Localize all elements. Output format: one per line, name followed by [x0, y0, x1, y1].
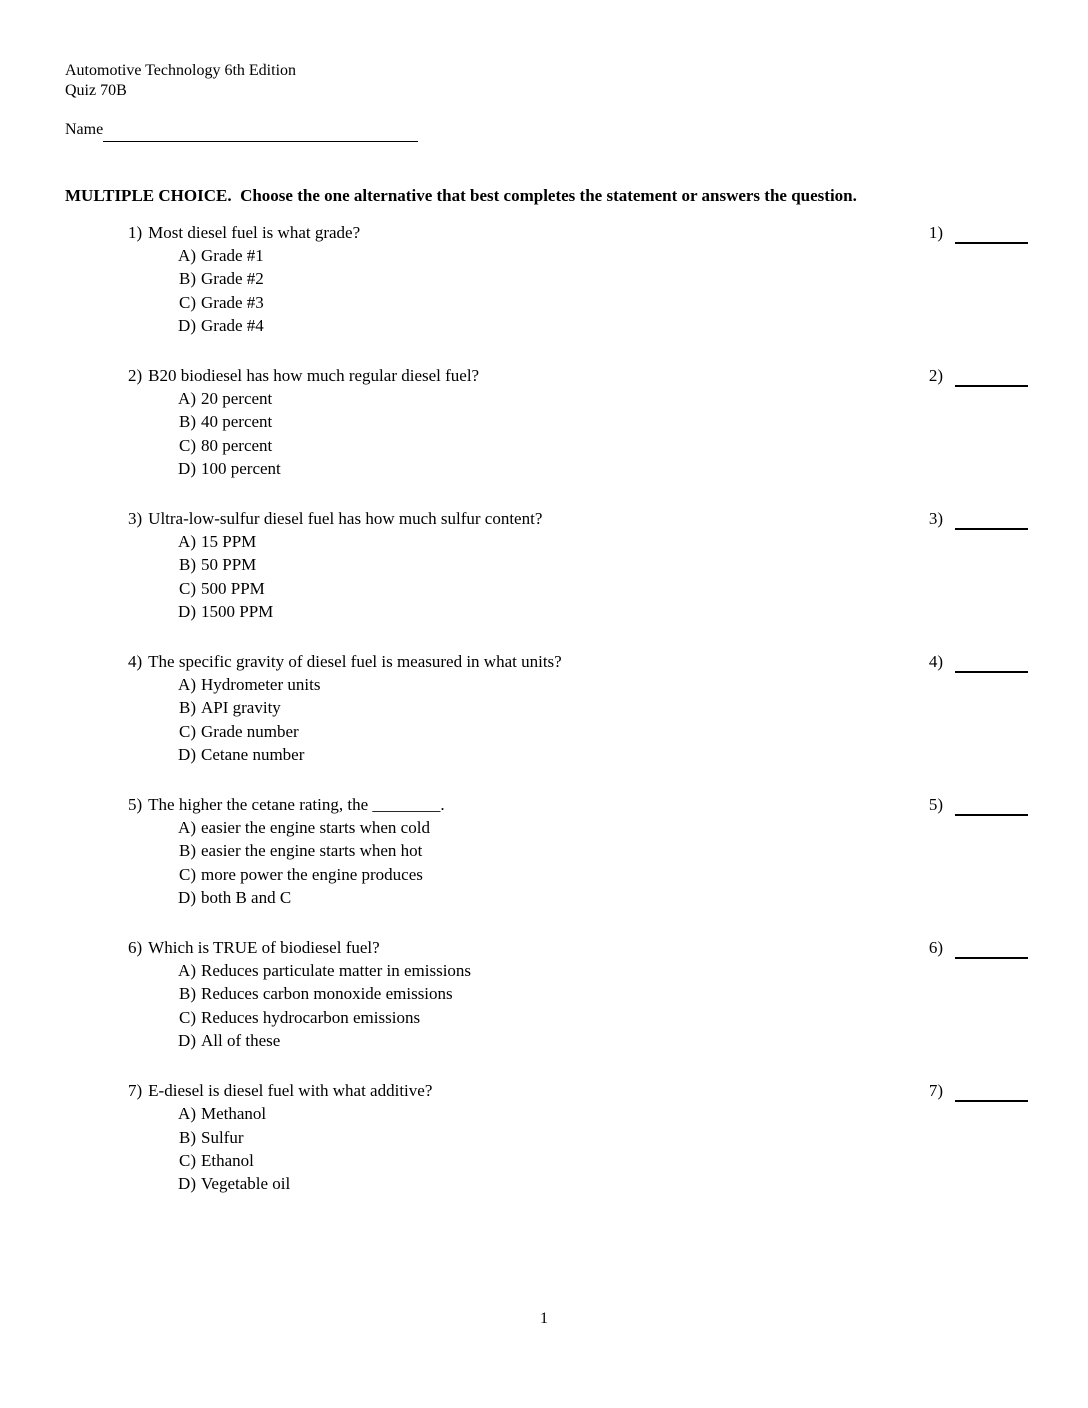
- options-list: [128, 816, 1028, 909]
- option-row: [172, 387, 1028, 410]
- question-line: [128, 650, 1028, 673]
- question-text: Ultra-low-sulfur diesel fuel has how much sulfur content?: [148, 509, 543, 529]
- document-header: [65, 61, 296, 101]
- question-number: 5): [128, 795, 143, 815]
- question-line: [128, 936, 1028, 959]
- option-row: [172, 696, 1028, 719]
- option-text: All of these: [201, 1030, 281, 1050]
- answer-number: 6): [928, 938, 943, 958]
- question-stem: [128, 1079, 452, 1102]
- option-text: Ethanol: [201, 1150, 254, 1170]
- question-number: 3): [128, 509, 143, 529]
- option-row: [172, 1006, 1028, 1029]
- question-line: [128, 1079, 1028, 1102]
- option-row: [172, 530, 1028, 553]
- answer-slot: [929, 1079, 1028, 1102]
- answer-number: 1): [928, 223, 943, 242]
- option-letter: B): [179, 984, 196, 1004]
- option-letter: D): [178, 1030, 196, 1050]
- question-number: 2): [128, 366, 143, 386]
- option-row: [172, 577, 1028, 600]
- question-line: [128, 793, 1028, 816]
- option-row: [172, 457, 1028, 480]
- option-letter: C): [179, 721, 196, 741]
- answer-number: 4): [928, 652, 943, 672]
- name-field-row: [65, 121, 418, 142]
- question-row: [128, 507, 1028, 623]
- option-text: Reduces carbon monoxide emissions: [201, 984, 453, 1004]
- question-row: [128, 936, 1028, 1052]
- question-number: 4): [128, 652, 143, 672]
- question-text: The higher the cetane rating, the ________.: [148, 795, 445, 815]
- option-letter: D): [178, 744, 196, 764]
- question-line: [128, 507, 1028, 530]
- question-row: [128, 793, 1028, 909]
- answer-slot: [929, 507, 1028, 530]
- answer-slot: [929, 364, 1028, 387]
- option-row: [172, 886, 1028, 909]
- option-text: Grade number: [201, 721, 299, 741]
- option-text: Methanol: [201, 1104, 267, 1124]
- option-row: [172, 600, 1028, 623]
- answer-blank-line: [955, 1079, 1028, 1102]
- option-letter: B): [179, 698, 196, 718]
- options-list: [128, 673, 1028, 766]
- option-letter: C): [179, 1150, 196, 1170]
- option-text: both B and C: [201, 887, 292, 907]
- option-letter: A): [178, 961, 196, 981]
- options-list: [128, 244, 1028, 337]
- option-text: 80 percent: [201, 435, 273, 455]
- option-letter: D): [178, 887, 196, 907]
- name-blank-line: [103, 121, 418, 142]
- option-letter: A): [178, 389, 196, 409]
- option-row: [172, 982, 1028, 1005]
- questions-list: [128, 221, 1028, 1222]
- question-text: E-diesel is diesel fuel with what additive?: [148, 1081, 433, 1101]
- option-row: [172, 1029, 1028, 1052]
- answer-slot: [929, 793, 1028, 816]
- page-number: 1: [540, 1310, 548, 1327]
- name-label: Name: [65, 121, 104, 138]
- option-row: [172, 720, 1028, 743]
- option-letter: D): [178, 458, 196, 478]
- question-stem: [128, 507, 562, 530]
- answer-blank-line: [955, 793, 1028, 816]
- option-row: [172, 1149, 1028, 1172]
- option-letter: B): [179, 269, 196, 289]
- question-line: [128, 364, 1028, 387]
- option-text: Sulfur: [201, 1127, 244, 1147]
- option-letter: A): [178, 246, 196, 266]
- option-text: 15 PPM: [201, 532, 257, 552]
- answer-blank-line: [955, 507, 1028, 530]
- answer-number: 7): [928, 1081, 943, 1101]
- option-row: [172, 434, 1028, 457]
- option-text: Grade #4: [201, 315, 264, 335]
- option-text: Grade #1: [201, 246, 264, 266]
- question-text: B20 biodiesel has how much regular diesel fuel?: [148, 366, 480, 386]
- option-text: Vegetable oil: [201, 1173, 291, 1193]
- options-list: [128, 959, 1028, 1052]
- option-letter: D): [178, 1173, 196, 1193]
- answer-blank-line: [955, 936, 1028, 959]
- option-row: [172, 410, 1028, 433]
- option-row: [172, 291, 1028, 314]
- option-text: 100 percent: [201, 458, 281, 478]
- option-row: [172, 314, 1028, 337]
- option-letter: B): [179, 1127, 196, 1147]
- option-row: [172, 553, 1028, 576]
- options-list: [128, 530, 1028, 623]
- option-letter: A): [178, 1104, 196, 1124]
- option-letter: B): [179, 841, 196, 861]
- answer-slot: [929, 650, 1028, 673]
- option-text: Hydrometer units: [201, 675, 321, 695]
- option-row: [172, 816, 1028, 839]
- option-letter: A): [178, 675, 196, 695]
- option-text: Cetane number: [201, 744, 305, 764]
- question-row: [128, 221, 1028, 337]
- option-row: [172, 673, 1028, 696]
- option-row: [172, 267, 1028, 290]
- question-number: 6): [128, 938, 143, 958]
- option-text: Reduces hydrocarbon emissions: [201, 1007, 421, 1027]
- question-text: The specific gravity of diesel fuel is measured in what units?: [148, 652, 562, 672]
- options-list: [128, 1102, 1028, 1195]
- option-text: 500 PPM: [201, 578, 265, 598]
- option-text: API gravity: [201, 698, 281, 718]
- option-letter: C): [179, 1007, 196, 1027]
- option-text: 1500 PPM: [201, 601, 274, 621]
- option-row: [172, 743, 1028, 766]
- option-row: [172, 1172, 1028, 1195]
- options-list: [128, 387, 1028, 480]
- answer-slot: [929, 936, 1028, 959]
- option-text: 50 PPM: [201, 555, 257, 575]
- option-row: [172, 863, 1028, 886]
- question-stem: [128, 364, 499, 387]
- option-letter: C): [179, 435, 196, 455]
- answer-slot: [929, 221, 1028, 244]
- header-quiz-id: Quiz 70B: [65, 82, 127, 99]
- option-row: [172, 1102, 1028, 1125]
- option-text: Grade #3: [201, 292, 264, 312]
- option-text: more power the engine produces: [201, 864, 423, 884]
- option-letter: C): [179, 578, 196, 598]
- question-line: [128, 221, 1028, 244]
- option-text: easier the engine starts when hot: [201, 841, 423, 861]
- question-stem: [128, 221, 380, 244]
- question-stem: [128, 793, 465, 816]
- answer-blank-line: [955, 221, 1028, 244]
- option-letter: D): [178, 601, 196, 621]
- question-row: [128, 1079, 1028, 1195]
- option-row: [172, 1126, 1028, 1149]
- option-row: [172, 959, 1028, 982]
- question-number: 7): [128, 1081, 143, 1101]
- question-stem: [128, 650, 582, 673]
- option-letter: C): [179, 864, 196, 884]
- option-row: [172, 244, 1028, 267]
- option-letter: A): [178, 532, 196, 552]
- answer-blank-line: [955, 364, 1028, 387]
- option-text: 20 percent: [201, 389, 273, 409]
- question-row: [128, 364, 1028, 480]
- option-text: 40 percent: [201, 412, 273, 432]
- answer-number: 5): [928, 795, 943, 815]
- answer-blank-line: [955, 650, 1028, 673]
- question-row: [128, 650, 1028, 766]
- option-letter: A): [178, 818, 196, 838]
- option-letter: C): [179, 292, 196, 312]
- question-text: Which is TRUE of biodiesel fuel?: [148, 938, 380, 958]
- question-stem: [128, 936, 400, 959]
- option-text: Reduces particulate matter in emissions: [201, 961, 472, 981]
- option-text: easier the engine starts when cold: [201, 818, 430, 838]
- question-number: 1): [128, 223, 143, 242]
- header-title: Automotive Technology 6th Edition: [65, 62, 297, 79]
- question-text: Most diesel fuel is what grade?: [148, 223, 361, 242]
- option-letter: B): [179, 412, 196, 432]
- option-letter: B): [179, 555, 196, 575]
- option-letter: D): [178, 315, 196, 335]
- instruction-text: MULTIPLE CHOICE. Choose the one alternative that best completes the statement or answers the question.: [65, 186, 857, 205]
- answer-number: 3): [928, 509, 943, 529]
- option-text: Grade #2: [201, 269, 264, 289]
- option-row: [172, 839, 1028, 862]
- answer-number: 2): [928, 366, 943, 386]
